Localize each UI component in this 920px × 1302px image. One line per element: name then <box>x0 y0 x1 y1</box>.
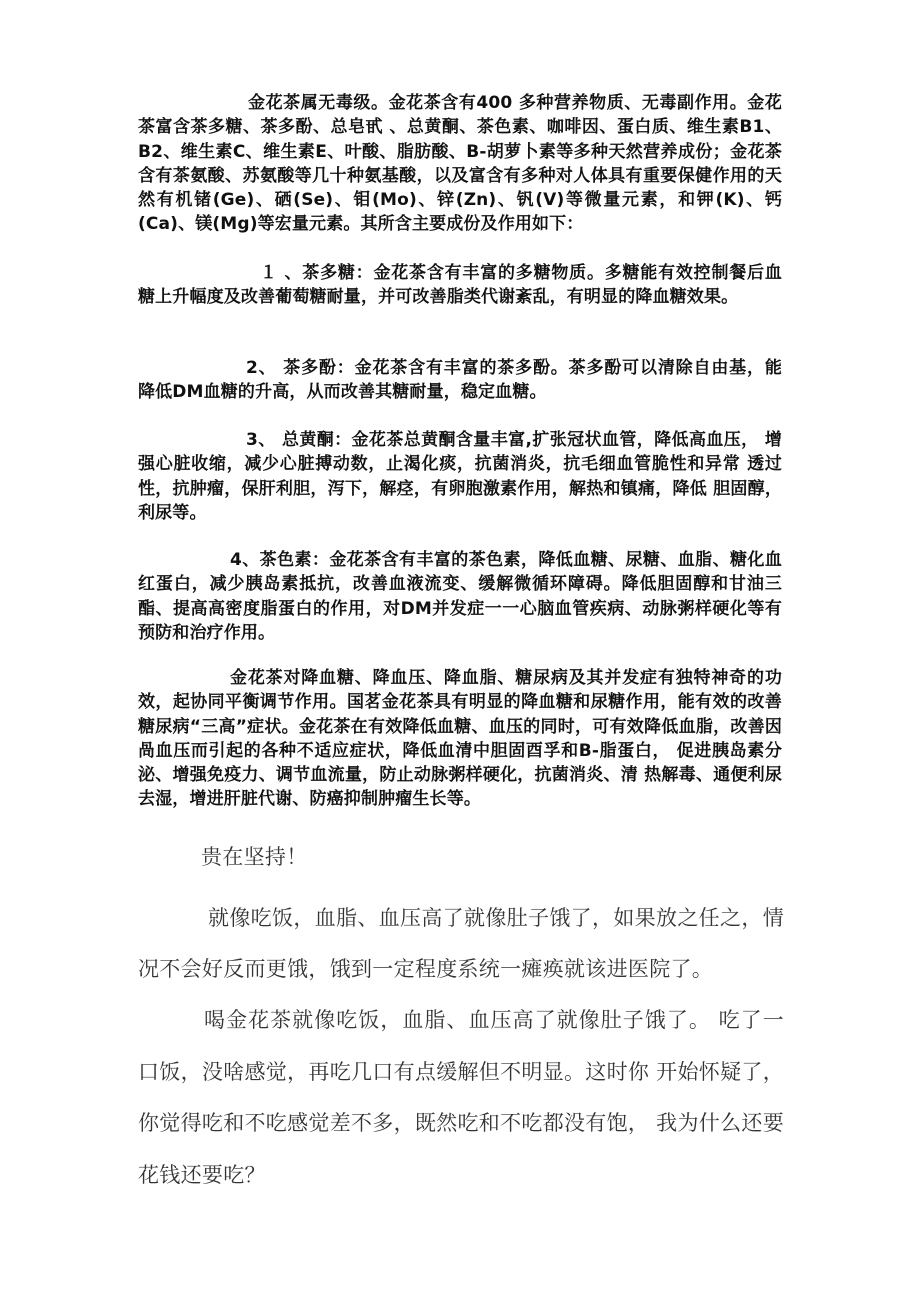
persist-heading: 贵在坚持！ <box>201 845 308 869</box>
item-2-paragraph: 2、 茶多酚：金花茶含有丰富的茶多酚。茶多酚可以清除自由基，能 降低DM血糖的升高，从而改善其糖耐量，稳定血糖。 <box>138 358 782 403</box>
item-4-paragraph: 4、茶色素：金花茶含有丰富的茶色素，降低血糖、尿糖、血脂、糖化血红蛋白，减少胰岛素抵抗，改善血液流变、缓解微循环障碍。降低胆固醇和甘油三酯、提高高密度脂蛋白的作用，对DM并发症一一心脑血管疾病、动脉粥样硬化等有预防和治疗作用。 <box>138 550 782 643</box>
intro-paragraph: 金花茶属无毒级。金花茶含有400 多种营养物质、无毒副作用。金花茶富含茶多糖、茶多酚、总皂甙 、总黄酮、茶色素、咖啡因、蛋白质、维生素B1、B2、维生素C、维生素E、叶酸、脂肪酸、B-胡萝卜素等多种天然营养成份；金花茶含有茶氨酸、苏氨酸等几十种氨基酸，以及富含有多种对人体具有重要保健作用的天然有机锗(Ge)、硒(Se)、钼(Mo)、锌(Zn)、钒(V)等微量元素，和钾(K)、钙(Ca)、镁(Mg)等宏量元素。其所含主要成份及作用如下： <box>138 93 782 235</box>
item-1-paragraph: １ 、茶多糖：金花茶含有丰富的多糖物质。多糖能有效控制餐后血 糖上升幅度及改善葡萄糖耐量，并可改善脂类代谢紊乱，有明显的降血糖效果。 <box>138 263 782 308</box>
persist-paragraph-1: 就像吃饭，血脂、血压高了就像肚子饿了，如果放之任之，情况不会好反而更饿，饿到一定程度系统一瘫痪就该进医院了。 <box>138 906 784 981</box>
summary-paragraph: 金花茶对降血糖、降血压、降血脂、糖尿病及其并发症有独特神奇的功效，起协同平衡调节作用。国茗金花茶具有明显的降血糖和尿糖作用，能有效的改善糖尿病“三高”症状。金花茶在有效降低血糖、血压的同时，可有效降低血脂，改善因咼血压而引起的各种不适应症状，降低血清中胆固酉孚和B-脂蛋白， 促进胰岛素分泌、增强免疫力、调节血流量，防止动脉粥样硬化，抗菌消炎、清 热解毒、通便利尿去湿，增进肝脏代谢、防癌抑制肿瘤生长等。 <box>138 668 782 810</box>
persist-paragraph-2: 喝金花茶就像吃饭，血脂、血压高了就像肚子饿了。 吃了一口饭，没啥感觉，再吃几口有点缓解但不明显。这时你 开始怀疑了，你觉得吃和不吃感觉差不多，既然吃和不吃都没有饱， 我为什么还要花钱还要吃？ <box>138 1008 784 1187</box>
item-3-paragraph: 3、 总黄酮：金花茶总黄酮含量丰富,扩张冠状血管，降低高血压， 增强心脏收缩，减少心脏搏动数，止渴化痰，抗菌消炎，抗毛细血管脆性和异常 透过性，抗肿瘤，保肝利胆，泻下，解痉，有卵胞激素作用，解热和镇痛，降低 胆固醇，利尿等。 <box>138 430 782 523</box>
